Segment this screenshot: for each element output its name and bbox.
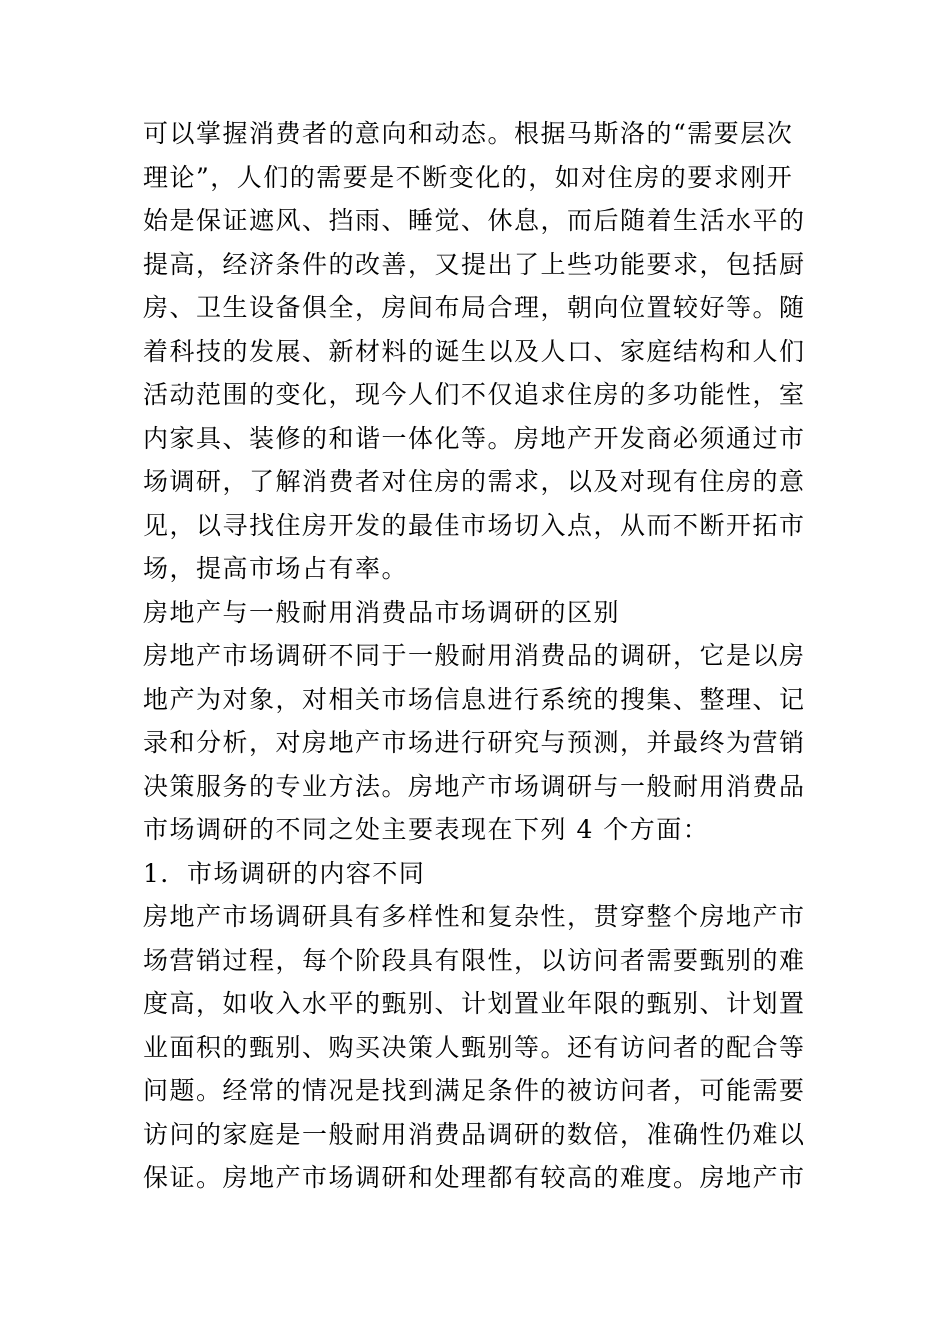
text-line: 内家具、装修的和谐一体化等。房地产开发商必须通过市 [143, 423, 806, 453]
section-heading: 房地产与一般耐用消费品市场调研的区别 [143, 597, 621, 627]
document-body [143, 112, 813, 1200]
text-line: 场调研，了解消费者对住房的需求，以及对现有住房的意 [143, 467, 806, 496]
text-line: 始是保证遮风、挡雨、睡觉、休息，而后随着生活水平的 [143, 206, 806, 235]
text-line: 理论”，人们的需要是不断变化的，如对住房的要求刚开 [143, 162, 794, 192]
text-line: 业面积的甄别、购买决策人甄别等。还有访问者的配合等 [143, 1032, 806, 1062]
text-line: 保证。房地产市场调研和处理都有较高的难度。房地产市 [143, 1163, 806, 1192]
text-line: 提高，经济条件的改善，又提出了上些功能要求，包括厨 [143, 249, 806, 279]
text-line: 房地产市场调研具有多样性和复杂性，贯穿整个房地产市 [143, 902, 806, 931]
text-line: 决策服务的专业方法。房地产市场调研与一般耐用消费品 [143, 771, 806, 801]
text-line: 录和分析，对房地产市场进行研究与预测，并最终为营销 [143, 728, 806, 757]
text-line: 访问的家庭是一般耐用消费品调研的数倍，准确性仍难以 [143, 1119, 806, 1149]
text-line: 见，以寻找住房开发的最佳市场切入点，从而不断开拓市 [143, 510, 806, 540]
text-line: 活动范围的变化，现今人们不仅追求住房的多功能性，室 [143, 380, 806, 409]
text-line: 问题。经常的情况是找到满足条件的被访问者，可能需要 [143, 1076, 806, 1105]
text-line: 房地产市场调研不同于一般耐用消费品的调研，它是以房 [143, 641, 806, 670]
text-line: 地产为对象，对相关市场信息进行系统的搜集、整理、记 [143, 684, 806, 714]
text-line: 可以掌握消费者的意向和动态。根据马斯洛的“需要层次 [143, 119, 794, 148]
text-line: 度高，如收入水平的甄别、计划置业年限的甄别、计划置 [143, 989, 806, 1018]
text-line: 场，提高市场占有率。 [143, 554, 409, 583]
text-line: 房、卫生设备俱全，房间布局合理，朝向位置较好等。随 [143, 293, 806, 322]
text-line: 着科技的发展、新材料的诞生以及人口、家庭结构和人们 [143, 336, 806, 366]
list-item-heading: 1．市场调研的内容不同 [143, 858, 426, 888]
text-line: 场营销过程，每个阶段具有限性，以访问者需要甄别的难 [143, 945, 806, 975]
text-line: 市场调研的不同之处主要表现在下列 4 个方面： [143, 815, 710, 844]
